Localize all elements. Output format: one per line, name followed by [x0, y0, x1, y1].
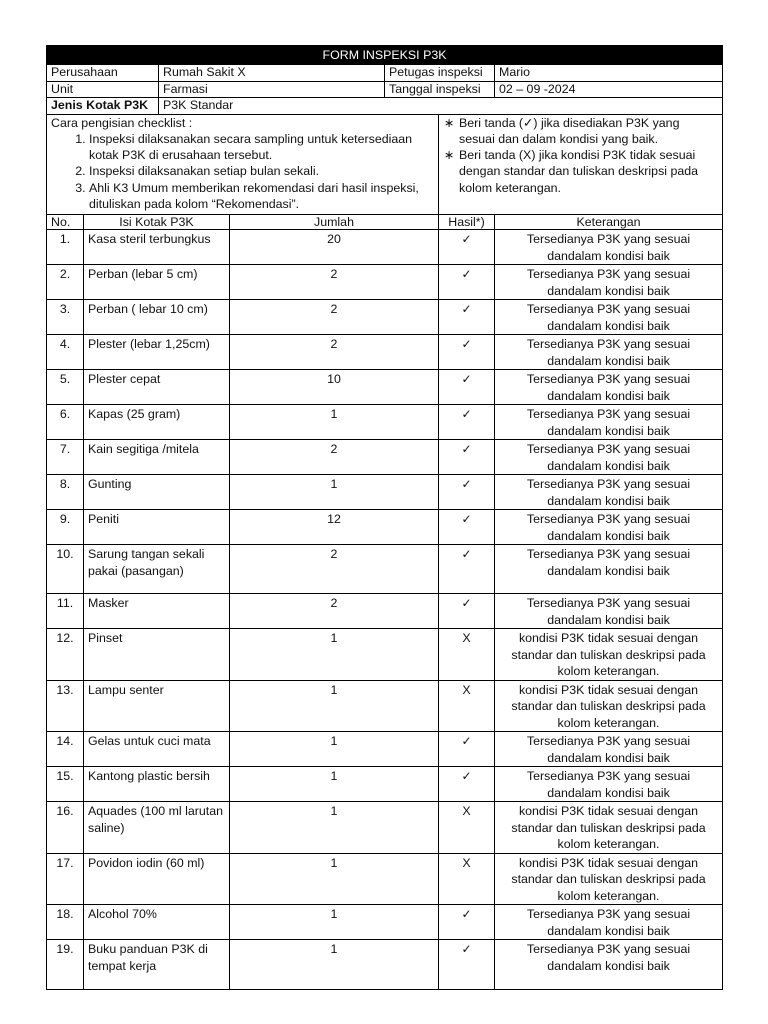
row-result [439, 265, 495, 300]
table-row [47, 230, 723, 265]
table-row [47, 440, 723, 475]
row-quantity: 1 [230, 802, 439, 854]
instructions-steps [51, 131, 434, 212]
checkmark-icon: ✓ [461, 596, 472, 611]
row-number: 7. [47, 440, 84, 475]
table-row [47, 265, 723, 300]
table-row [47, 940, 723, 990]
row-number: 1. [47, 230, 84, 265]
row-item-name: Alcohol 70% [84, 905, 230, 940]
table-row [47, 370, 723, 405]
checkmark-icon: ✓ [461, 769, 472, 784]
checkmark-icon: ✓ [461, 907, 472, 922]
row-result [439, 335, 495, 370]
instruction-step: 1. Inspeksi dilaksanakan secara sampling untuk ketersediaan kotak P3K di erusahaan tersebut. [89, 131, 434, 164]
header-qty: Jumlah [230, 215, 439, 230]
row-quantity: 1 [230, 940, 439, 990]
form-title: FORM INSPEKSI P3K [47, 46, 723, 65]
row-quantity: 2 [230, 594, 439, 629]
row-note: Tersedianya P3K yang sesuai dandalam kondisi baik [495, 905, 723, 940]
row-result [439, 475, 495, 510]
row-quantity: 12 [230, 510, 439, 545]
row-quantity: 1 [230, 732, 439, 767]
row-result [439, 300, 495, 335]
row-quantity: 1 [230, 853, 439, 905]
row-result [439, 594, 495, 629]
checkmark-icon: ✓ [461, 232, 472, 247]
x-mark-icon: X [462, 804, 471, 819]
x-mark-icon: X [462, 631, 471, 646]
row-note: Tersedianya P3K yang sesuai dandalam kondisi baik [495, 405, 723, 440]
header-note: Keterangan [495, 215, 723, 230]
row-note: Tersedianya P3K yang sesuai dandalam kondisi baik [495, 335, 723, 370]
instruction-step: 3. Ahli K3 Umum memberikan rekomendasi dari hasil inspeksi, dituliskan pada kolom “Rekomendasi”. [89, 180, 434, 213]
petugas-value: Mario [495, 65, 723, 82]
unit-label: Unit [47, 81, 159, 98]
row-number: 3. [47, 300, 84, 335]
row-quantity: 10 [230, 370, 439, 405]
row-item-name: Kapas (25 gram) [84, 405, 230, 440]
instructions-notes [443, 115, 718, 196]
row-note: kondisi P3K tidak sesuai dengan standar dan tuliskan deskripsi pada kolom keterangan. [495, 629, 723, 681]
row-number: 16. [47, 802, 84, 854]
row-number: 13. [47, 680, 84, 732]
row-number: 10. [47, 545, 84, 594]
tanggal-label: Tanggal inspeksi [385, 81, 495, 98]
jenis-label: Jenis Kotak P3K [47, 98, 159, 115]
row-quantity: 1 [230, 405, 439, 440]
row-item-name: Kain segitiga /mitela [84, 440, 230, 475]
header-no: No. [47, 215, 84, 230]
row-result [439, 802, 495, 854]
checkmark-icon: ✓ [461, 302, 472, 317]
instructions-steps-cell [47, 114, 439, 215]
row-number: 19. [47, 940, 84, 990]
row-quantity: 2 [230, 545, 439, 594]
checkmark-icon: ✓ [461, 337, 472, 352]
row-result [439, 230, 495, 265]
row-result [439, 853, 495, 905]
row-quantity: 2 [230, 300, 439, 335]
checkmark-icon: ✓ [461, 942, 472, 957]
asterisk-bullet-icon: ∗ [444, 115, 455, 130]
row-item-name: Kasa steril terbungkus [84, 230, 230, 265]
checkmark-icon: ✓ [461, 477, 472, 492]
row-quantity: 1 [230, 680, 439, 732]
row-quantity: 2 [230, 265, 439, 300]
row-quantity: 1 [230, 475, 439, 510]
petugas-label: Petugas inspeksi [385, 65, 495, 82]
row-result [439, 767, 495, 802]
perusahaan-label: Perusahaan [47, 65, 159, 82]
checkmark-icon: ✓ [461, 547, 472, 562]
x-mark-icon: X [462, 682, 471, 697]
table-row [47, 802, 723, 854]
row-number: 8. [47, 475, 84, 510]
row-note: Tersedianya P3K yang sesuai dandalam kondisi baik [495, 510, 723, 545]
row-note: Tersedianya P3K yang sesuai dandalam kondisi baik [495, 767, 723, 802]
row-number: 18. [47, 905, 84, 940]
instruction-note-text: Beri tanda (✓) jika disediakan P3K yang sesuai dan dalam kondisi yang baik. [459, 115, 680, 146]
instruction-note-text: Beri tanda (X) jika kondisi P3K tidak sesuai dengan standar dan tuliskan deskripsi pada kolom keterangan. [459, 148, 699, 195]
row-result [439, 510, 495, 545]
row-result [439, 405, 495, 440]
row-note: Tersedianya P3K yang sesuai dandalam kondisi baik [495, 940, 723, 990]
row-item-name: Kantong plastic bersih [84, 767, 230, 802]
row-item-name: Perban ( lebar 10 cm) [84, 300, 230, 335]
row-note: Tersedianya P3K yang sesuai dandalam kondisi baik [495, 440, 723, 475]
row-quantity: 1 [230, 629, 439, 681]
row-number: 15. [47, 767, 84, 802]
row-item-name: Povidon iodin (60 ml) [84, 853, 230, 905]
row-item-name: Pinset [84, 629, 230, 681]
row-quantity: 1 [230, 905, 439, 940]
row-note: Tersedianya P3K yang sesuai dandalam kondisi baik [495, 545, 723, 594]
row-note: Tersedianya P3K yang sesuai dandalam kondisi baik [495, 475, 723, 510]
table-row [47, 545, 723, 594]
row-note: kondisi P3K tidak sesuai dengan standar dan tuliskan deskripsi pada kolom keterangan. [495, 853, 723, 905]
perusahaan-value: Rumah Sakit X [159, 65, 385, 82]
table-row [47, 510, 723, 545]
row-result [439, 732, 495, 767]
checkmark-icon: ✓ [461, 407, 472, 422]
row-note: Tersedianya P3K yang sesuai dandalam kondisi baik [495, 230, 723, 265]
row-item-name: Aquades (100 ml larutan saline) [84, 802, 230, 854]
checkmark-icon: ✓ [461, 372, 472, 387]
checkmark-icon: ✓ [461, 267, 472, 282]
row-item-name: Buku panduan P3K di tempat kerja [84, 940, 230, 990]
row-number: 9. [47, 510, 84, 545]
instructions-notes-cell [439, 114, 723, 215]
table-row [47, 594, 723, 629]
table-row [47, 767, 723, 802]
header-result: Hasil*) [439, 215, 495, 230]
checkmark-icon: ✓ [461, 512, 472, 527]
instruction-note [444, 115, 718, 148]
row-result [439, 370, 495, 405]
row-item-name: Gunting [84, 475, 230, 510]
row-result [439, 440, 495, 475]
row-number: 6. [47, 405, 84, 440]
row-quantity: 2 [230, 440, 439, 475]
row-note: Tersedianya P3K yang sesuai dandalam kondisi baik [495, 300, 723, 335]
row-item-name: Sarung tangan sekali pakai (pasangan) [84, 545, 230, 594]
row-note: Tersedianya P3K yang sesuai dandalam kondisi baik [495, 370, 723, 405]
row-number: 5. [47, 370, 84, 405]
table-row [47, 905, 723, 940]
row-item-name: Peniti [84, 510, 230, 545]
row-result [439, 905, 495, 940]
checkmark-icon: ✓ [461, 442, 472, 457]
x-mark-icon: X [462, 855, 471, 870]
row-item-name: Lampu senter [84, 680, 230, 732]
table-row [47, 405, 723, 440]
jenis-value: P3K Standar [159, 98, 723, 115]
row-note: Tersedianya P3K yang sesuai dandalam kondisi baik [495, 265, 723, 300]
asterisk-bullet-icon: ∗ [444, 148, 455, 163]
header-item: Isi Kotak P3K [84, 215, 230, 230]
row-result [439, 940, 495, 990]
inspection-form [46, 45, 722, 990]
row-item-name: Gelas untuk cuci mata [84, 732, 230, 767]
table-row [47, 629, 723, 681]
table-row [47, 475, 723, 510]
row-item-name: Perban (lebar 5 cm) [84, 265, 230, 300]
table-row [47, 300, 723, 335]
checkmark-icon: ✓ [461, 734, 472, 749]
row-quantity: 2 [230, 335, 439, 370]
row-note: Tersedianya P3K yang sesuai dandalam kondisi baik [495, 594, 723, 629]
instruction-step: 2. Inspeksi dilaksanakan setiap bulan sekali. [89, 163, 434, 179]
row-item-name: Masker [84, 594, 230, 629]
row-number: 17. [47, 853, 84, 905]
row-quantity: 20 [230, 230, 439, 265]
row-item-name: Plester (lebar 1,25cm) [84, 335, 230, 370]
row-result [439, 680, 495, 732]
row-note: kondisi P3K tidak sesuai dengan standar dan tuliskan deskripsi pada kolom keterangan. [495, 802, 723, 854]
row-number: 2. [47, 265, 84, 300]
table-row [47, 732, 723, 767]
table-row [47, 335, 723, 370]
row-note: Tersedianya P3K yang sesuai dandalam kondisi baik [495, 732, 723, 767]
instructions-heading: Cara pengisian checklist : [51, 115, 193, 130]
form-table [46, 45, 723, 990]
unit-value: Farmasi [159, 81, 385, 98]
tanggal-value: 02 – 09 -2024 [495, 81, 723, 98]
table-row [47, 680, 723, 732]
row-result [439, 545, 495, 594]
row-number: 12. [47, 629, 84, 681]
row-number: 4. [47, 335, 84, 370]
instruction-note [444, 147, 718, 196]
row-number: 11. [47, 594, 84, 629]
row-quantity: 1 [230, 767, 439, 802]
item-rows [47, 230, 723, 990]
row-item-name: Plester cepat [84, 370, 230, 405]
row-note: kondisi P3K tidak sesuai dengan standar dan tuliskan deskripsi pada kolom keterangan. [495, 680, 723, 732]
row-number: 14. [47, 732, 84, 767]
table-row [47, 853, 723, 905]
row-result [439, 629, 495, 681]
